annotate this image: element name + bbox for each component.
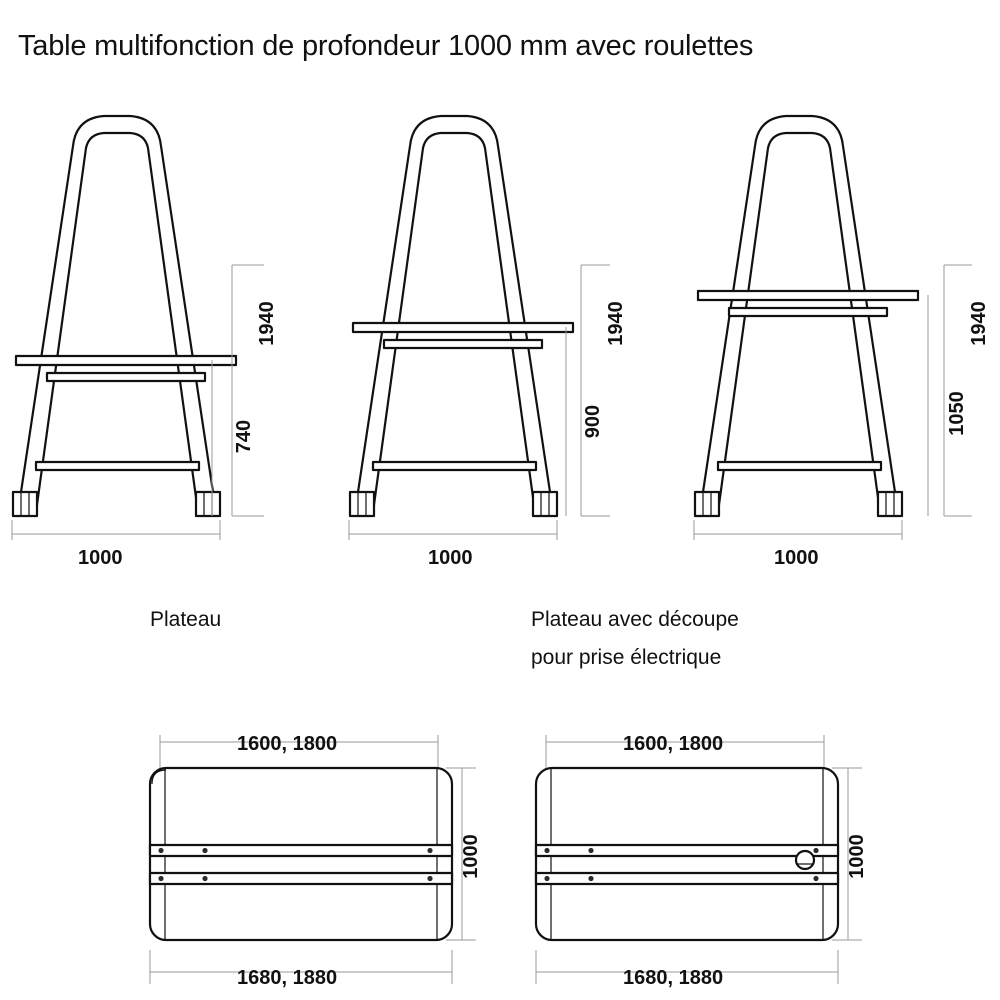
power-socket-cutout-icon <box>796 851 814 869</box>
plan-1-top-label: 1600, 1800 <box>237 733 338 755</box>
dim-740-elevation-1: 740 <box>233 419 256 454</box>
dim-1000-elevation-2: 1000 <box>428 547 473 569</box>
dim-1940-elevation-2: 1940 <box>604 301 627 346</box>
caption-plateau: Plateau <box>150 608 222 631</box>
caption-plateau-decoupe-line2: pour prise électrique <box>531 646 722 669</box>
caption-plateau-decoupe-line1: Plateau avec découpe <box>531 608 739 631</box>
dim-1940-elevation-1: 1940 <box>255 301 278 346</box>
plan-2-bottom-label: 1680, 1880 <box>623 967 724 989</box>
dim-1000-elevation-1: 1000 <box>78 547 123 569</box>
plan-2-side-label: 1000 <box>845 834 868 879</box>
plan-1-side-label: 1000 <box>459 834 482 879</box>
plan-1-bottom-label: 1680, 1880 <box>237 967 338 989</box>
plan-2-top-label: 1600, 1800 <box>623 733 724 755</box>
dim-900-elevation-2: 900 <box>582 404 605 439</box>
dim-1050-elevation-3: 1050 <box>945 391 968 436</box>
page-title: Table multifonction de profondeur 1000 mm avec roulettes <box>18 30 754 62</box>
dim-1940-elevation-3: 1940 <box>967 301 990 346</box>
dim-1000-elevation-3: 1000 <box>774 547 819 569</box>
